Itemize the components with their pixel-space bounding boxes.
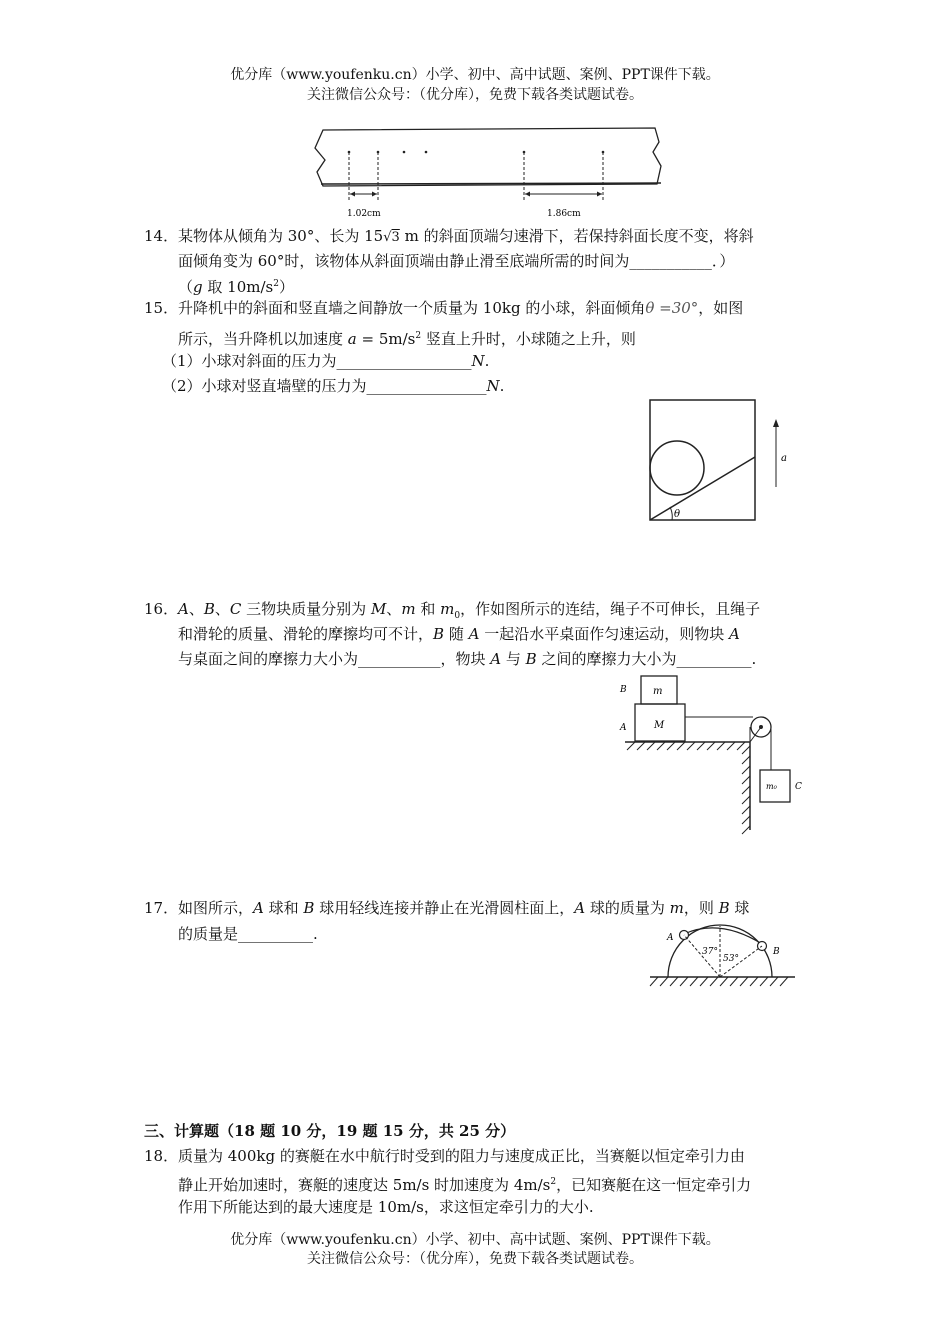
q17-number: 17． [144,899,179,917]
pulley-blocks-figure [615,670,815,835]
block-M-label: M [654,720,665,731]
angle-37-label: 37° [702,947,718,957]
q16-line-3: 与桌面之间的摩擦力大小为___________，物块 A 与 B 之间的摩擦力大小为__________. [178,650,757,668]
theta-formula: θ =30° [645,299,699,317]
q18-line-1: 质量为 400kg 的赛艇在水中航行时受到的阻力与速度成正比，当赛艇以恒定牵引力由 [178,1147,745,1165]
block-b-label: B [620,685,627,695]
q14-line-1: 某物体从倾角为 30°、长为 15√3 m 的斜面顶端匀速滑下，若保持斜面长度不变，将斜 [178,227,754,245]
block-a-label: A [620,723,627,733]
q18-number: 18． [144,1147,179,1165]
footer-line-2: 关注微信公众号：（优分库），免费下载各类试题试卷。 [307,1251,643,1267]
ticker-tape-figure [305,122,675,222]
header-line-1: 优分库（www.youfenku.cn）小学、初中、高中试题、案例、PPT课件下载。 [230,67,720,83]
q17-line-1: 如图所示，A 球和 B 球用轻线连接并静止在光滑圆柱面上，A 球的质量为 m，则 B 球 [178,899,750,917]
angle-53-label: 53° [723,954,739,964]
q15-number: 15． [144,299,179,317]
q15-line-1: 升降机中的斜面和竖直墙之间静放一个质量为 10kg 的小球，斜面倾角θ =30°，如图 [178,299,744,317]
sqrt-symbol: √ [383,230,392,245]
acceleration-label: a [781,453,787,464]
tape-label-left: 1.02cm [347,209,381,219]
q15-part-1: （1）小球对斜面的压力为__________________N. [162,352,490,370]
block-c-label: C [795,782,802,792]
q15-line-2: 所示，当升降机以加速度 $a = 5m/s^2$ 竖直上升时，小球随之上升，则 [178,330,636,348]
q16-line-1: A、B、C 三物块质量分别为 M、m 和 $m_0$，作如图所示的连结，绳子不可伸长，且绳子 [178,600,761,621]
q18-line-3: 作用下所能达到的最大速度是 10m/s，求这恒定牵引力的大小. [178,1198,594,1216]
tape-label-right: 1.86cm [547,209,581,219]
theta-label: θ [674,509,681,520]
q14-line-2: 面倾角变为 60°时，该物体从斜面顶端由静止滑至底端所需的时间为___________．） [178,252,735,270]
ball-a-label: A [667,933,674,943]
q18-line-2: 静止开始加速时，赛艇的速度达 5m/s 时加速度为 $4m/s^2$，已知赛艇在这一恒定牵引力 [178,1176,752,1194]
cylinder-figure [645,920,800,990]
elevator-figure [640,395,800,525]
q17-line-2: 的质量是__________. [178,925,318,943]
footer-line-1: 优分库（www.youfenku.cn）小学、初中、高中试题、案例、PPT课件下载。 [230,1232,720,1248]
q14-line-3: （g 取 $10m/s^2$） [178,278,294,296]
q15-part-2: （2）小球对竖直墙壁的压力为________________N. [162,377,505,395]
ball-b-label: B [773,947,780,957]
q14-number: 14． [144,227,179,245]
q16-line-2: 和滑轮的质量、滑轮的摩擦均可不计，B 随 A 一起沿水平桌面作匀速运动，则物块 A [178,625,740,643]
header-line-2: 关注微信公众号：（优分库），免费下载各类试题试卷。 [307,87,643,103]
block-m-label: m [653,686,663,697]
q16-number: 16． [144,600,179,618]
block-m0-label: m₀ [766,782,777,791]
section-3-title: 三、计算题（18 题 10 分，19 题 15 分，共 25 分） [144,1122,516,1140]
